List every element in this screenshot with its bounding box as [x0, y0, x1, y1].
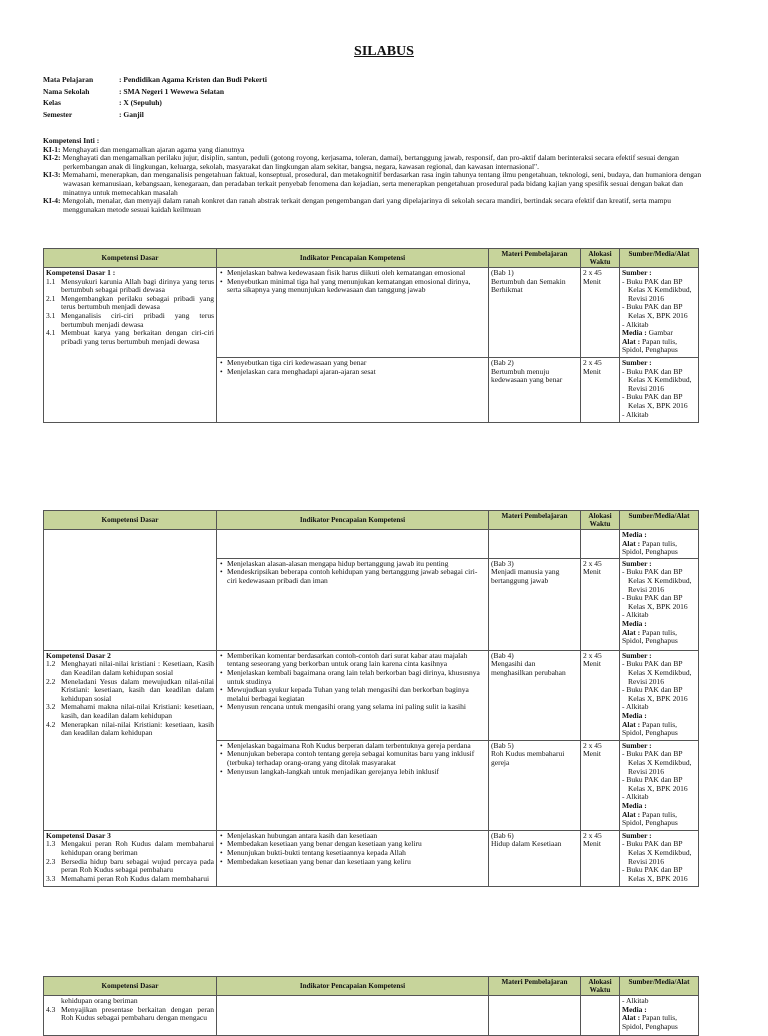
kd-item: 2.3 Bersedia hidup baru sebagai wujud percaya pada peran Roh Kudus sebagai pembaharu	[46, 856, 214, 875]
ki-code: KI-2:	[43, 153, 61, 163]
meta-label: Nama Sekolah	[43, 86, 90, 96]
kd-cell	[44, 530, 217, 559]
ki-item	[43, 154, 703, 171]
kd-item: 4.3 Menyajikan presentase berkaitan dengan peran Roh Kudus sebagai pembaharu dengan mengacu	[46, 1004, 214, 1023]
ipk-cell	[217, 996, 489, 1036]
ipk-cell	[217, 530, 489, 559]
kd-cell	[44, 558, 217, 650]
kd-title: Kompetensi Dasar 3	[46, 830, 111, 840]
syllabus-table	[43, 510, 699, 887]
header-materi: Materi Pembelajaran	[489, 977, 581, 996]
ipk-item: • Menunjukan bukti-bukti tentang kesetiaannya kepada Allah	[227, 849, 486, 858]
ki-heading: Kompetensi Inti :	[43, 136, 100, 145]
ipk-cell	[217, 358, 489, 423]
header-sumber: Sumber/Media/Alat	[620, 249, 699, 268]
ipk-item: • Menjelaskan kembali bagaimana orang lain telah berkorban bagi dirinya, khususnya untuk studinya	[227, 669, 486, 686]
ipk-item: • Mewujudkan syukur kepada Tuhan yang telah mengasihi dan berkorban baginya melalui berbagai kegiatan	[227, 686, 486, 703]
header-waktu: Alokasi Waktu	[581, 511, 620, 530]
kd-cell	[44, 996, 217, 1036]
table-row	[44, 268, 699, 358]
ipk-item: • Menyebutkan minimal tiga hal yang menunjukan kematangan emosional dirinya, serta sikapnya yang menunjukan kedewasaan dan tanggung jawab	[227, 278, 486, 295]
table-row	[44, 358, 699, 423]
sumber-cell: Sumber : - Buku PAK dan BP Kelas X Kemdikbud, Revisi 2016 - Buku PAK dan BP Kelas X, BPK 2016	[620, 830, 699, 886]
ki-text: Mengolah, menalar, dan menyaji dalam ranah konkret dan ranah abstrak terkait dengan pengembangan dari yang dipelajarinya di sekolah secara mandiri, bertindak secara efektif dan kreatif, serta mampu menggunakan metode sesuai kaidah keilmuan	[60, 196, 671, 214]
ipk-item: • Menyusun langkah-langkah untuk menjadikan gerejanya lebih inklusif	[227, 768, 486, 777]
kd-continuation: kehidupan orang beriman	[61, 996, 138, 1005]
kd-cell	[44, 830, 217, 886]
kd-cell	[44, 358, 217, 423]
header-sumber: Sumber/Media/Alat	[620, 977, 699, 996]
table-header-row	[44, 977, 699, 996]
ipk-cell	[217, 268, 489, 358]
waktu-cell: 2 x 45 Menit	[581, 650, 620, 740]
header-kd: Kompetensi Dasar	[44, 249, 217, 268]
ipk-item: • Menunjukan beberapa contoh tentang gereja sebagai komunitas baru yang inklusif (terbuka) terhadap orang-orang yang ditolak masyarakat	[227, 750, 486, 767]
materi-cell: (Bab 2) Bertumbuh menuju kedewasaan yang benar	[489, 358, 581, 423]
ki-code: KI-1:	[43, 144, 61, 154]
syllabus-table	[43, 248, 699, 423]
meta-row	[43, 97, 733, 109]
waktu-cell: 2 x 45 Menit	[581, 830, 620, 886]
ipk-item: • Menjelaskan bagaimana Roh Kudus berperan dalam terbentuknya gereja perdana	[227, 742, 486, 751]
header-waktu: Alokasi Waktu	[581, 977, 620, 996]
sumber-cell: Sumber : - Buku PAK dan BP Kelas X Kemdikbud, Revisi 2016 - Buku PAK dan BP Kelas X, BPK 2016 - Alkitab Media : Alat : Papan tulis, Spidol, Penghapus	[620, 558, 699, 650]
header-ipk: Indikator Pencapaian Kompetensi	[217, 249, 489, 268]
ipk-item: • Membedakan kesetiaan yang benar dan kesetiaan yang keliru	[227, 858, 486, 867]
materi-cell	[489, 530, 581, 559]
ki-item	[43, 171, 703, 197]
materi-cell: (Bab 3) Menjadi manusia yang bertanggung jawab	[489, 558, 581, 650]
ki-text: Menghayati dan mengamalkan ajaran agama yang dianutnya	[60, 144, 245, 154]
sumber-cell: Sumber : - Buku PAK dan BP Kelas X Kemdikbud, Revisi 2016 - Buku PAK dan BP Kelas X, BPK 2016 - Alkitab Media : Alat : Papan tulis, Spidol, Penghapus	[620, 740, 699, 830]
ipk-item: • Memberikan komentar berdasarkan contoh-contoh dari surat kabar atau majalah tentang seseorang yang berkorban untuk orang lain karena cinta kasihnya	[227, 652, 486, 669]
table-row	[44, 650, 699, 740]
kd-item: 1.1 Mensyukuri karunia Allah bagi dirinya yang terus bertumbuh sebagai pribadi dewasa	[46, 276, 214, 295]
sumber-cell: Sumber : - Buku PAK dan BP Kelas X Kemdikbud, Revisi 2016 - Buku PAK dan BP Kelas X, BPK 2016 - Alkitab	[620, 358, 699, 423]
header-ipk: Indikator Pencapaian Kompetensi	[217, 511, 489, 530]
sumber-cell: Sumber : - Buku PAK dan BP Kelas X Kemdikbud, Revisi 2016 - Buku PAK dan BP Kelas X, BPK 2016 - Alkitab Media : Gambar Alat : Papan tulis, Spidol, Penghapus	[620, 268, 699, 358]
table-row	[44, 830, 699, 886]
waktu-cell	[581, 996, 620, 1036]
ki-text: Menghayati dan mengamalkan perilaku jujur, disiplin, santun, peduli (gotong royong, kerjasama, toleran, damai), bertanggung jawab, responsif, dan pro-aktif dalam berinteraksi secara efektif sesuai dengan perkembangan anak di lingkungan, keluarga, sekolah, masyarakat dan lingkungan alam sekitar, bangsa, negara, kawasan regional, dan kawasan internasional".	[60, 153, 679, 171]
waktu-cell: 2 x 45 Menit	[581, 268, 620, 358]
kd-cell	[44, 268, 217, 358]
sumber-cell: Sumber : - Buku PAK dan BP Kelas X Kemdikbud, Revisi 2016 - Buku PAK dan BP Kelas X, BPK 2016 - Alkitab Media : Alat : Papan tulis, Spidol, Penghapus	[620, 650, 699, 740]
header-materi: Materi Pembelajaran	[489, 511, 581, 530]
meta-row	[43, 86, 733, 98]
meta-row	[43, 109, 733, 121]
table-row	[44, 740, 699, 830]
meta-label: Kelas	[43, 98, 61, 108]
kd-item: 1.2 Menghayati nilai-nilai kristiani : Kesetiaan, Kasih dan Keadilan dalam kehidupan sosial	[46, 659, 214, 677]
meta-label: Semester	[43, 109, 73, 119]
kd-cell	[44, 740, 217, 830]
page-title: SILABUS	[354, 44, 414, 59]
materi-cell: (Bab 6) Hidup dalam Kesetiaan	[489, 830, 581, 886]
header-kd: Kompetensi Dasar	[44, 977, 217, 996]
table-header-row	[44, 511, 699, 530]
ipk-item: • Menjelaskan hubungan antara kasih dan kesetiaan	[227, 832, 486, 841]
kd-item: 3.2 Memahami makna nilai-nilai Kristiani: kesetiaan, kasih, dan keadilan dalam kehidupan	[46, 702, 214, 720]
kd-item: 2.1 Mengembangkan perilaku sebagai pribadi yang terus bertumbuh menjadi dewasa	[46, 293, 214, 312]
kd-item: 2.2 Meneladani Yesus dalam mewujudkan nilai-nilai Kristiani: kesetiaan, kasih dan keadilan dalam kehidupan sosial	[46, 676, 214, 703]
ipk-item: • Menyusun rencana untuk mengasihi orang yang selama ini paling sulit ia kasihi	[227, 703, 486, 712]
waktu-cell	[581, 530, 620, 559]
meta-value: : Ganjil	[119, 109, 144, 119]
sumber-cell: - Alkitab Media : Alat : Papan tulis, Spidol, Penghapus	[620, 996, 699, 1036]
table-header-row	[44, 249, 699, 268]
ipk-item: • Mendeskripsikan beberapa contoh kehidupan yang bertanggung jawab sebagai ciri-ciri kedewasaan pribadi dan iman	[227, 568, 486, 585]
kd-item: 4.1 Membuat karya yang berkaitan dengan ciri-ciri pribadi yang terus bertumbuh menjadi dewasa	[46, 328, 214, 346]
ipk-cell	[217, 558, 489, 650]
waktu-cell: 2 x 45 Menit	[581, 358, 620, 423]
kd-cell	[44, 650, 217, 740]
materi-cell: (Bab 4) Mengasihi dan menghasilkan perubahan	[489, 650, 581, 740]
ipk-item: • Menyebutkan tiga ciri kedewasaan yang benar	[227, 359, 486, 368]
header-waktu: Alokasi Waktu	[581, 249, 620, 268]
waktu-cell: 2 x 45 Menit	[581, 558, 620, 650]
waktu-cell: 2 x 45 Menit	[581, 740, 620, 830]
header-sumber: Sumber/Media/Alat	[620, 511, 699, 530]
ki-item	[43, 197, 703, 214]
meta-value: : SMA Negeri 1 Wewewa Selatan	[119, 86, 225, 96]
ki-code: KI-3:	[43, 170, 61, 180]
ipk-item: • Menjelaskan cara menghadapi ajaran-ajaran sesat	[227, 368, 486, 377]
kd-title: Kompetensi Dasar 1 :	[46, 268, 116, 277]
materi-cell: (Bab 1) Bertumbuh dan Semakin Berhikmat	[489, 268, 581, 358]
ipk-item: • Membedakan kesetiaan yang benar dengan kesetiaan yang keliru	[227, 840, 486, 849]
syllabus-table	[43, 976, 699, 1036]
table-row	[44, 996, 699, 1036]
kd-item: 3.1 Menganalisis ciri-ciri pribadi yang terus bertumbuh menjadi dewasa	[46, 310, 214, 329]
header-materi: Materi Pembelajaran	[489, 249, 581, 268]
header-kd: Kompetensi Dasar	[44, 511, 217, 530]
sumber-cell: Media : Alat : Papan tulis, Spidol, Penghapus	[620, 530, 699, 559]
ipk-item: • Menjelaskan alasan-alasan mengapa hidup bertanggung jawab itu penting	[227, 560, 486, 569]
table-row	[44, 558, 699, 650]
meta-label: Mata Pelajaran	[43, 75, 94, 84]
ipk-cell	[217, 740, 489, 830]
materi-cell: (Bab 5) Roh Kudus membaharui gereja	[489, 740, 581, 830]
subject-info	[43, 74, 733, 120]
header-ipk: Indikator Pencapaian Kompetensi	[217, 977, 489, 996]
ipk-cell	[217, 830, 489, 886]
kd-item: 4.2 Menerapkan nilai-nilai Kristiani: kesetiaan, kasih dan keadilan dalam kehidupan	[46, 719, 214, 738]
ipk-cell	[217, 650, 489, 740]
meta-row	[43, 74, 733, 86]
ki-text: Memahami, menerapkan, dan menganalisis pengetahuan faktual, konseptual, prosedural, dan metakognitif berdasarkan rasa ingin tahunya tentang ilmu pengetahuan, teknologi, seni, budaya, dan humaniora dengan wawasan kemanusiaan, kebangsaan, kenegaraan, dan peradaban terkait penyebab fenomena dan kejadian, serta menerapkan pengetahuan prosedural pada bidang kajian yang spesifik sesuai dengan bakat dan minatnya untuk memecahkan masalah	[60, 170, 702, 197]
core-competencies	[43, 137, 703, 214]
ipk-item: • Menjelaskan bahwa kedewasaan fisik harus diikuti oleh kematangan emosional	[227, 269, 486, 278]
kd-item: 1.3 Mengakui peran Roh Kudus dalam membaharui kehidupan orang beriman	[46, 839, 214, 857]
meta-value: : X (Sepuluh)	[119, 98, 162, 108]
table-row	[44, 530, 699, 559]
meta-value: : Pendidikan Agama Kristen dan Budi Pekerti	[119, 75, 267, 84]
kd-item: 3.3 Memahami peran Roh Kudus dalam membaharui	[46, 873, 210, 883]
kd-title: Kompetensi Dasar 2	[46, 650, 111, 660]
materi-cell	[489, 996, 581, 1036]
ki-code: KI-4:	[43, 196, 61, 206]
